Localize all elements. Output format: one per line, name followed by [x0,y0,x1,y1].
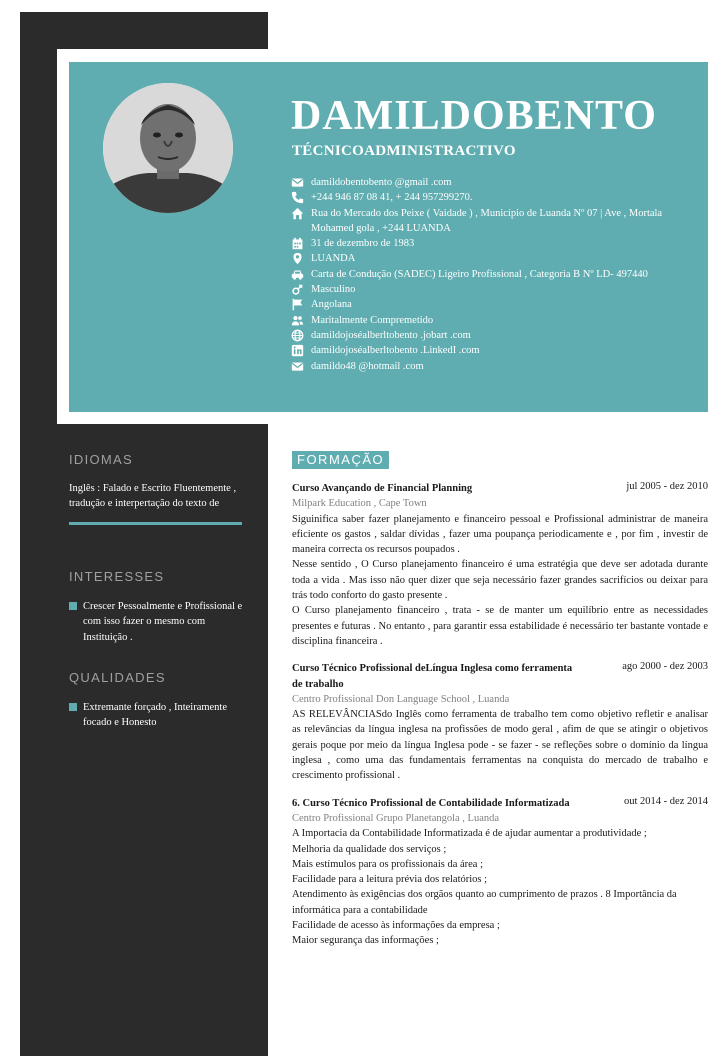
description-paragraph: AS RELEVÂNCIASdo Inglês como ferramenta de trabalho tem como objetivo refletir e analisar as relevâncias da língua inglesa na profissões de modo geral , afim de que se atingir o objetivos gerais poque por meio da língua Inglesa pode - se fazer - se refleções sobre o domínio da língua inglesa , como uma das fundamentais ferramentas na conquista do mercado de trabalho e crescimento profissional . [292,709,708,782]
entry-date: jul 2005 - dez 2010 [626,481,708,492]
description-paragraph: Facilidade de acesso às informações da empresa ; [292,920,500,932]
contact-email-secondary[interactable]: damildo48 @hotmail .com [291,359,691,374]
job-title: TÉCNICOADMINISTRACTIVO [292,143,516,159]
entry-description [292,512,708,650]
entry-institution: Centro Profissional Grupo Planetangola , Luanda [292,812,500,824]
formacao-section [292,451,708,949]
idiomas-section [69,452,244,525]
bullet-square-icon [69,602,77,610]
entry-date: ago 2000 - dez 2003 [622,661,708,673]
contact-driving-license: Carta de Condução (SADEC) Ligeiro Profissional , Categoria B Nº LD- 497440 [291,267,691,282]
flag-icon [291,298,304,311]
contact-gender: Masculino [291,282,691,297]
users-icon [291,314,304,327]
idiomas-level-bar [69,522,242,525]
entry-header [292,661,708,692]
contact-website[interactable]: damildojoséalberltobento .jobart .com [291,328,691,343]
entry-institution: Milpark Education , Cape Town [292,498,427,510]
qualidades-item: Extremante forçado , Inteiramente focado e Honesto [69,700,244,731]
globe-icon [291,329,304,342]
entry-institution: Centro Profissional Don Language School , Luanda [292,693,510,705]
contact-marital-status: Maritalmente Compremetido [291,313,691,328]
interesses-item: Crescer Pessoalmente e Profissional e com isso fazer o mesmo com Instituição . [69,599,244,645]
entry-title: Curso Técnico Profissional deLíngua Inglesa como ferramenta de trabalho [292,663,573,690]
contact-address: Rua do Mercado dos Peixe ( Vaidade ) , Município de Luanda Nº 07 | Ave , Mortala Mohamed gola , +244 LUANDA [291,206,691,237]
description-paragraph: Maior segurança das informações ; [292,935,439,947]
email-icon [291,360,304,373]
contact-linkedin[interactable]: damildojoséalberltobento .LinkedI .com [291,343,691,358]
entry-description [292,826,708,948]
entry-header [292,481,708,496]
education-entry [292,481,708,649]
interesses-section [69,569,244,645]
contact-birthdate: 31 de dezembro de 1983 [291,236,691,251]
contact-phone[interactable]: +244 946 87 08 41, + 244 957299270. [291,190,691,205]
email-icon [291,176,304,189]
gender-icon [291,283,304,296]
description-paragraph: O Curso planejamento financeiro , trata - se de manter um equilíbrio entre as necessidades presentes e futuras . No entanto , para garantir essa estabilidade é necessário ter bastante vontade e disciplina financeira . [292,605,708,647]
entry-title: Curso Avançando de Financial Planning [292,483,473,494]
candidate-name: DAMILDOBENTO [291,93,657,139]
interesses-heading: INTERESSES [69,569,165,584]
description-paragraph: Siguinifica saber fazer planejamento e financeiro pessoal e Profissional administrar de maneira eficiente os gastos , saldar dívidas , fazer uma poupança periodicamente e , por fim , investir de maneira correcta os recursos poupados . [292,513,708,556]
contact-list [291,175,691,374]
education-entry [292,661,708,783]
description-paragraph: Atendimento às exigências dos orgãos quanto ao cumprimento de prazos . 8 Importância da informática para a contabilidade [292,889,677,916]
idiomas-heading: IDIOMAS [69,452,133,467]
entry-description [292,707,708,783]
location-pin-icon [291,252,304,265]
description-paragraph: Melhoria da qualidade dos serviços ; [292,843,447,855]
education-entry [292,796,708,949]
description-paragraph: Nesse sentido , O Curso planejamento financeiro é uma estratégia que deve ser adotada durante toda a vida . Mas isso não quer dizer que seja necessário fazer grandes sacrifícios ou deixar para trás todo conforto do gasto presente . [292,559,708,602]
linkedin-icon [291,344,304,357]
description-paragraph: A Importacia da Contabilidade Informatizada é de ajudar aumentar a produtividade ; [292,828,647,840]
phone-icon [291,191,304,204]
formacao-heading: FORMAÇÃO [292,451,389,469]
qualidades-heading: QUALIDADES [69,670,166,685]
entry-title: 6. Curso Técnico Profissional de Contabilidade Informatizada [292,797,570,809]
profile-photo [103,83,233,213]
idiomas-text: Inglês : Falado e Escrito Fluentemente , tradução e interpertação do texto de [69,483,237,510]
car-icon [291,268,304,281]
entry-header [292,796,708,811]
contact-city: LUANDA [291,251,691,266]
calendar-icon [291,237,304,250]
entry-date: out 2014 - dez 2014 [624,795,708,807]
home-icon [291,207,304,220]
qualidades-section [69,670,244,731]
contact-email[interactable]: damildobentobento @gmail .com [291,175,691,190]
description-paragraph: Mais estímulos para os profissionais da área ; [292,858,483,870]
description-paragraph: Facilidade para a leitura prévia dos relatórios ; [292,874,488,886]
contact-nationality: Angolana [291,297,691,312]
bullet-square-icon [69,703,77,711]
